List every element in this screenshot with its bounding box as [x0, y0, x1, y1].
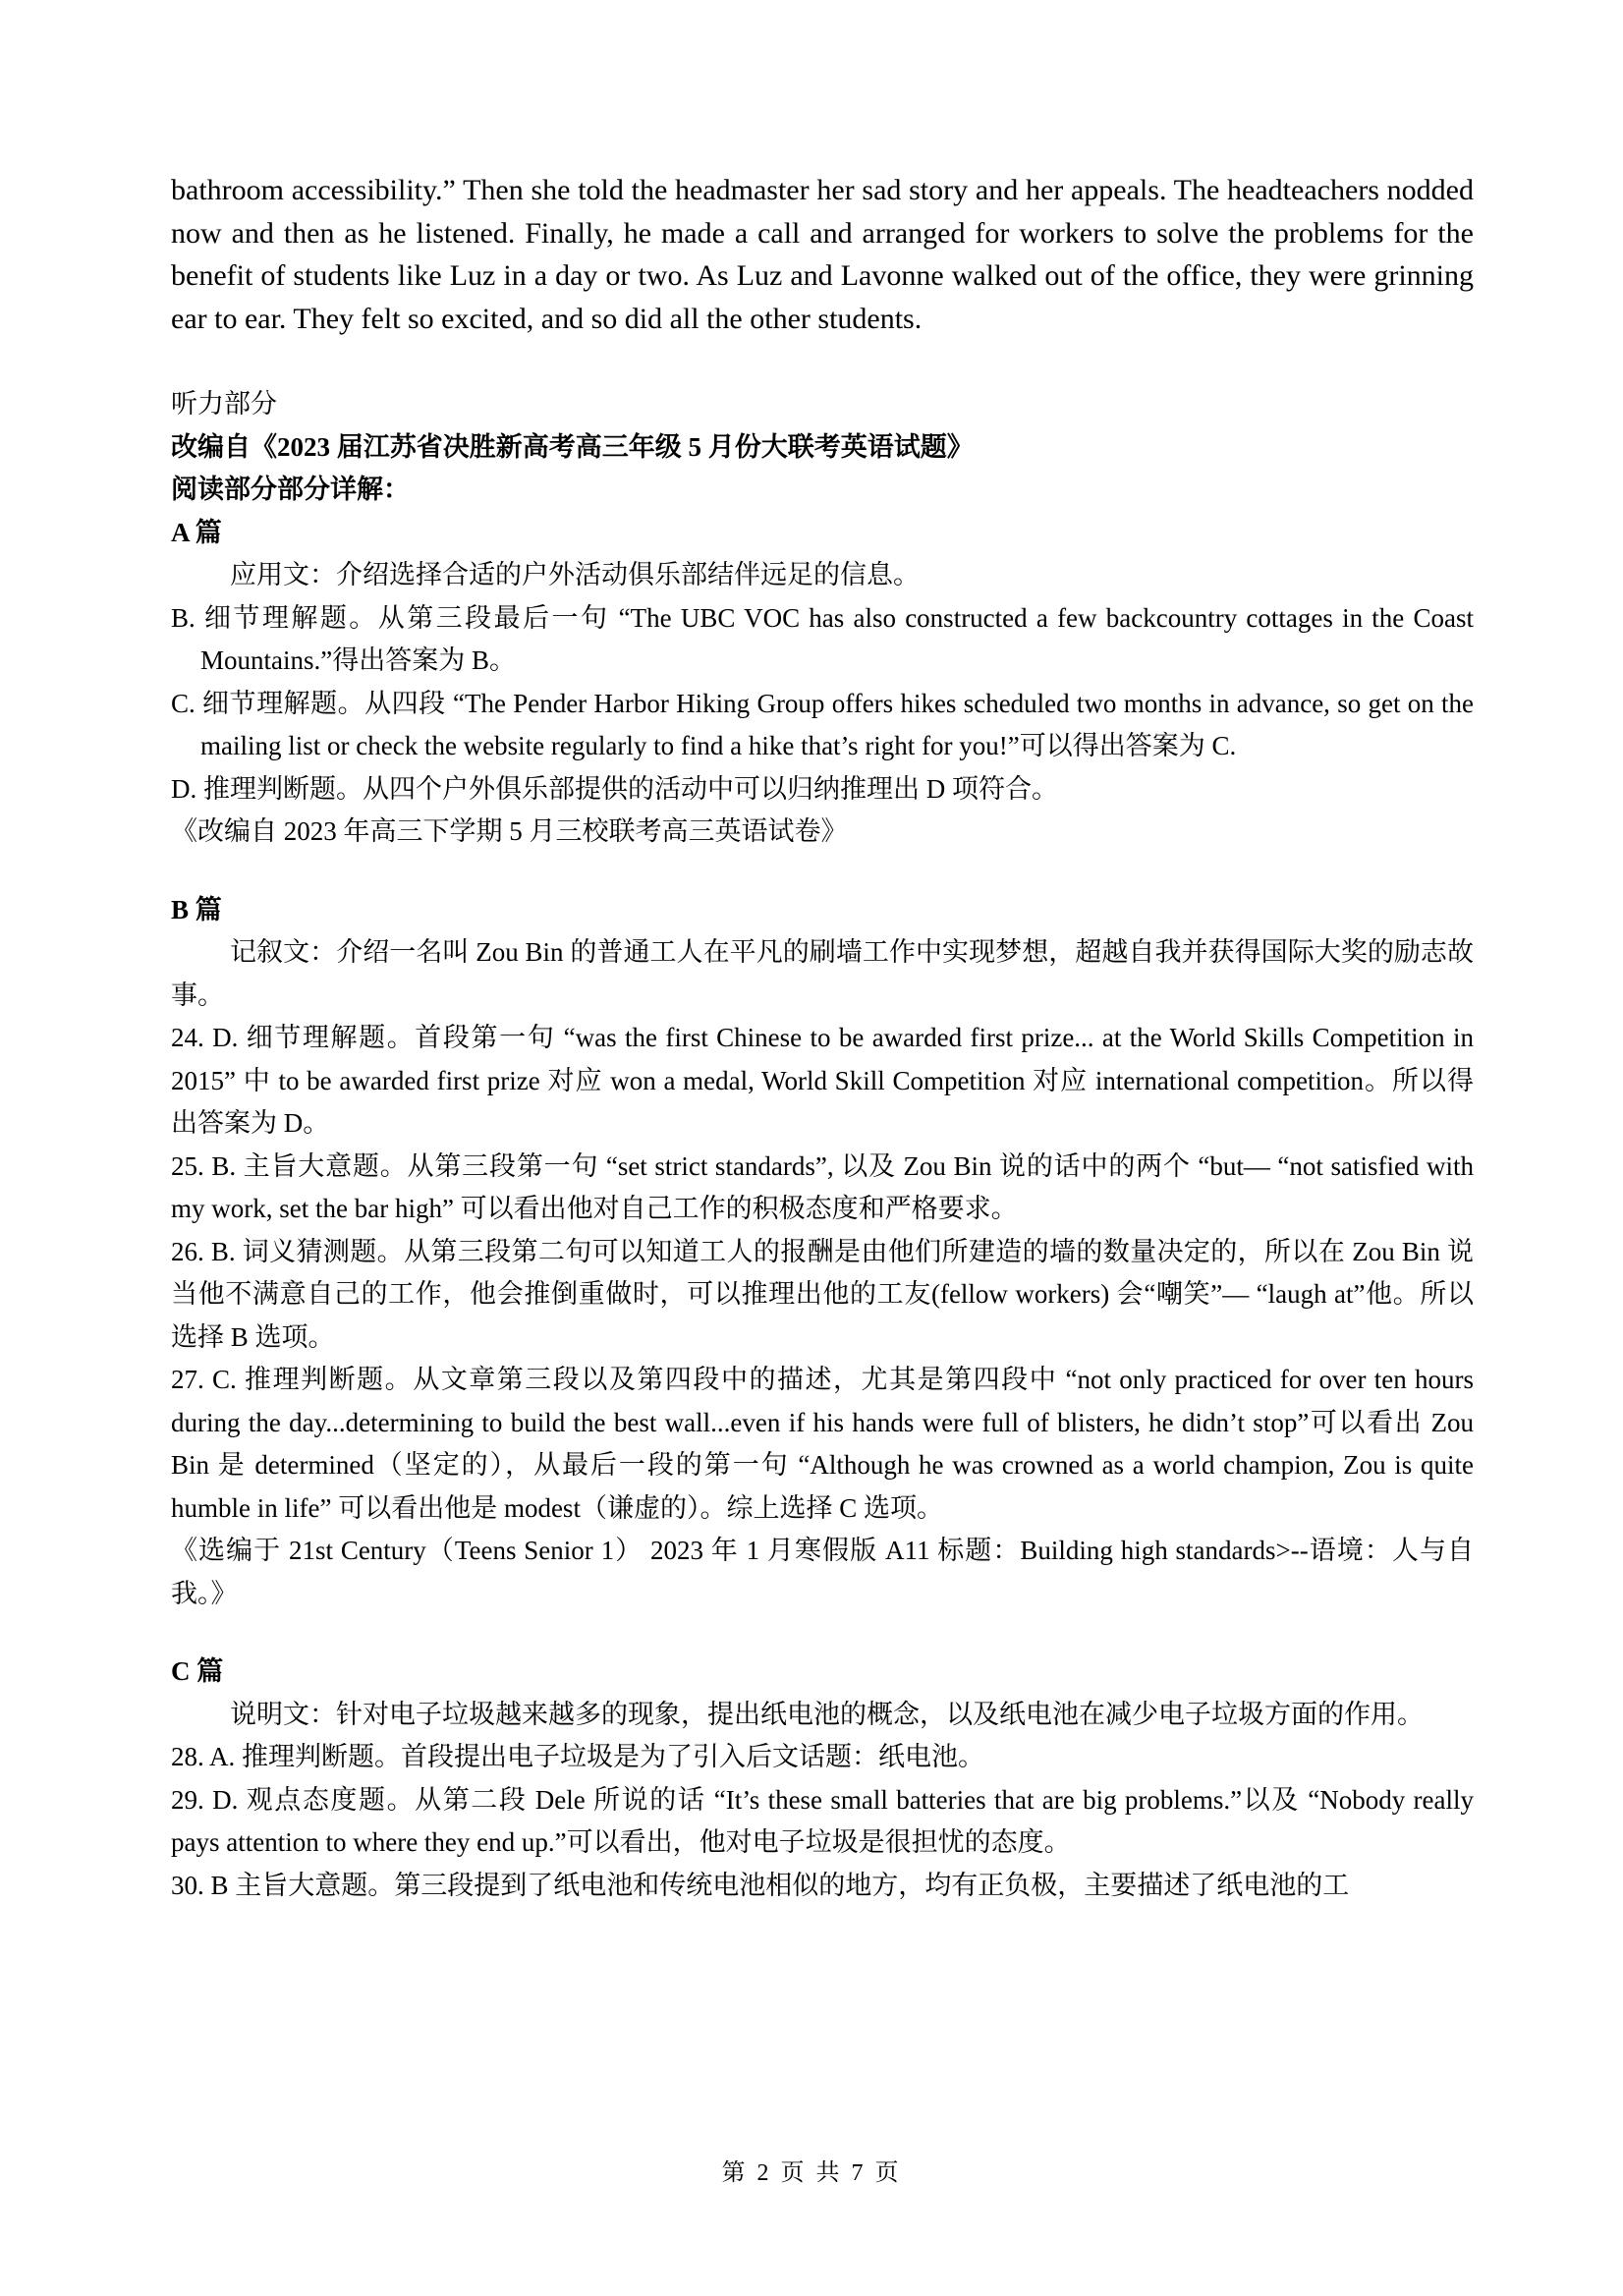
answer-item: 30. B 主旨大意题。第三段提到了纸电池和传统电池相似的地方，均有正负极，主要描述了纸电池的工 [171, 1870, 1350, 1900]
page-footer: 第 2 页 共 7 页 [721, 2160, 902, 2186]
answer-item: 28. A. 推理判断题。首段提出电子垃圾是为了引入后文话题：纸电池。 [171, 1742, 985, 1771]
answer-item: 24. D. 细节理解题。首段第一句 “was the first Chinese to be awarded first prize... at the World Skills Competition in 2015” 中 to be awarded first prize 对应 won a medal, World Skill Competition 对应 international competition。所以得出答案为 D。 [171, 1023, 1474, 1138]
section-b-title: B 篇 [171, 894, 222, 924]
answer-item: B. 细节理解题。从第三段最后一句 “The UBC VOC has also constructed a few backcountry cottages in the Coast Mountains.”得出答案为 B。 [171, 602, 1474, 675]
answer-item: 29. D. 观点态度题。从第二段 Dele 所说的话 “It’s these small batteries that are big problems.”以及 “Nobody really pays attention to where they end up.”可以看出，他对电子垃圾是很担忧的态度。 [171, 1784, 1474, 1857]
section-a-source: 《改编自 2023 年高三下学期 5 月三校联考高三英语试卷》 [171, 816, 848, 846]
section-a-title: A 篇 [171, 517, 222, 547]
section-a-intro: 应用文：介绍选择合适的户外活动俱乐部结伴远足的信息。 [230, 560, 920, 589]
adapted-from-line: 改编自《2023 届江苏省决胜新高考高三年级 5 月份大联考英语试题》 [171, 431, 974, 462]
section-b-intro: 记叙文：介绍一名叫 Zou Bin 的普通工人在平凡的刷墙工作中实现梦想，超越自我并获得国际大奖的励志故事。 [171, 937, 1474, 1010]
section-c-title: C 篇 [171, 1656, 224, 1686]
document-page [171, 169, 1474, 1907]
answer-item: D. 推理判断题。从四个户外俱乐部提供的活动中可以归纳推理出 D 项符合。 [171, 773, 1058, 804]
listening-heading: 听力部分 [171, 389, 277, 419]
answer-item: C. 细节理解题。从四段 “The Pender Harbor Hiking Group offers hikes scheduled two months in advance, so get on the mailing list or check the website regularly to find a hike that’s right for you!”可以得出答案为 C. [171, 688, 1474, 760]
answer-item: 27. C. 推理判断题。从文章第三段以及第四段中的描述，尤其是第四段中 “not only practiced for over ten hours during the day...determining to build the best wall...even if his hands were full of blisters, he didn’t stop”可以看出 Zou Bin 是 determined（坚定的），从最后一段的第一句 “Although he was crowned as a world champion, Zou is quite humble in life” 可以看出他是 modest（谦虚的）。综上选择 C 选项。 [171, 1365, 1474, 1523]
section-b-source: 《选编于 21st Century（Teens Senior 1） 2023 年 1 月寒假版 A11 标题：Building high standards>--语境：人与自我。》 [171, 1536, 1474, 1608]
answer-item: 26. B. 词义猜测题。从第三段第二句可以知道工人的报酬是由他们所建造的墙的数量决定的，所以在 Zou Bin 说当他不满意自己的工作，他会推倒重做时，可以推理出他的工友(fellow workers) 会“嘲笑”— “laugh at”他。所以选择 B 选项。 [171, 1236, 1474, 1352]
story-ending-paragraph: bathroom accessibility.” Then she told the headmaster her sad story and her appeals. The headteachers nodded now and then as he listened. Finally, he made a call and arranged for workers to solve the problems for the benefit of students like Luz in a day or two. As Luz and Lavonne walked out of the office, they were grinning ear to ear. They felt so excited, and so did all the other students. [171, 174, 1474, 335]
section-c-intro: 说明文：针对电子垃圾越来越多的现象，提出纸电池的概念，以及纸电池在减少电子垃圾方面的作用。 [230, 1699, 1424, 1729]
answer-item: 25. B. 主旨大意题。从第三段第一句 “set strict standards”, 以及 Zou Bin 说的话中的两个 “but— “not satisfied with my work, set the bar high” 可以看出他对自己工作的积极态度和严格要求。 [171, 1150, 1474, 1223]
reading-heading: 阅读部分部分详解： [171, 475, 410, 504]
